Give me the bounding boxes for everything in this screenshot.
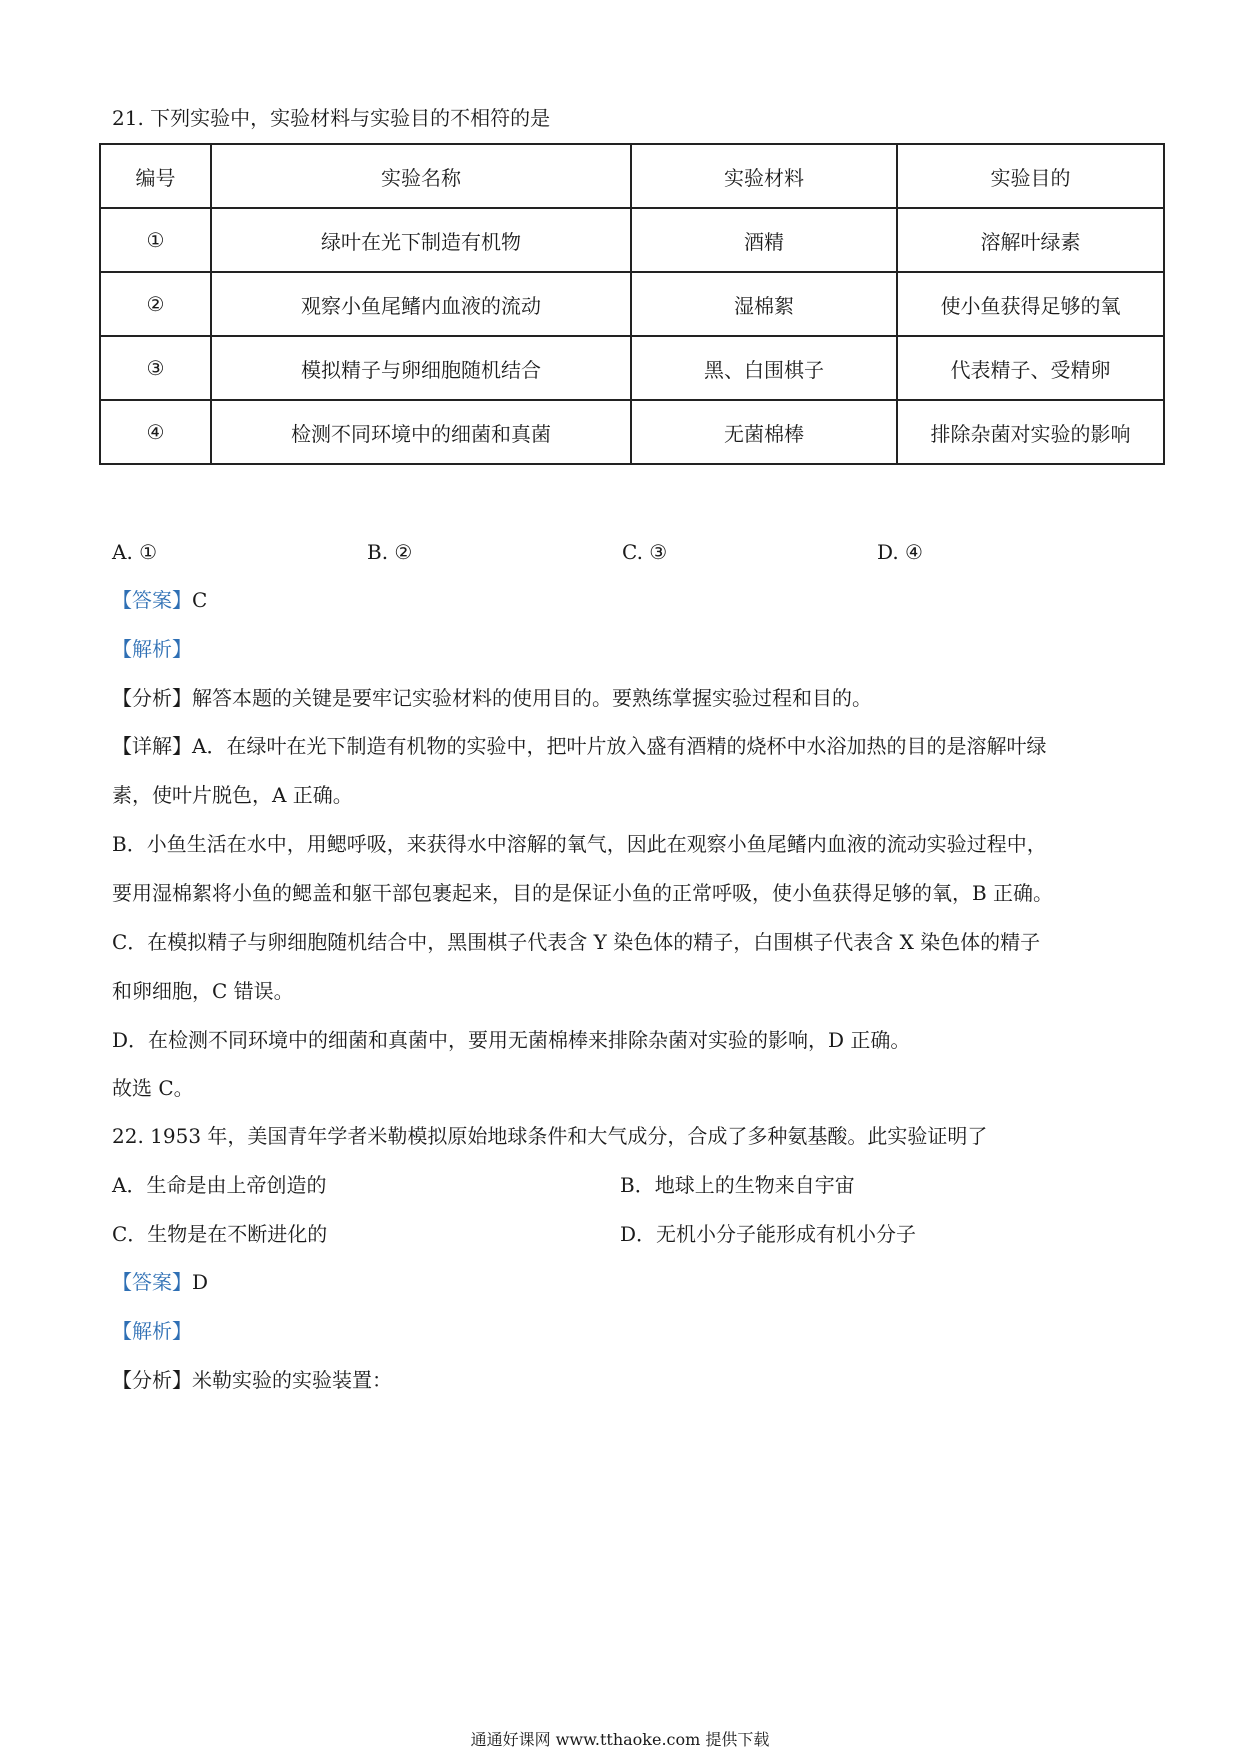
table-row [100,400,1164,464]
table-row [100,336,1164,400]
answer-tag: 【答案】 [112,1270,192,1294]
table-cell: 酒精 [631,208,897,272]
answer-value: D [192,1270,209,1294]
q22-answer [112,1268,208,1296]
q22-option-a: A．生命是由上帝创造的 [112,1173,327,1197]
table-cell: 溶解叶绿素 [897,208,1164,272]
table-cell: ③ [100,336,211,400]
header-cell: 编号 [100,144,211,208]
table-cell: 代表精子、受精卵 [897,336,1164,400]
answer-tag: 【答案】 [112,588,192,612]
table-row [100,272,1164,336]
q22-stem: 22. 1953 年，美国青年学者米勒模拟原始地球条件和大气成分，合成了多种氨基酸。此实验证明了 [112,1124,988,1148]
q21-detail-line: 故选 C。 [112,1076,194,1100]
table-cell: 湿棉絮 [631,272,897,336]
footer-watermark: 通通好课网 www.tthaoke.com 提供下载 [470,1730,770,1749]
table-cell: 观察小鱼尾鳍内血液的流动 [211,272,631,336]
answer-value: C [192,588,208,612]
q21-option-a: A. ① [112,540,158,564]
table-cell: 无菌棉棒 [631,400,897,464]
q21-fenxi: 【分析】解答本题的关键是要牢记实验材料的使用目的。要熟练掌握实验过程和目的。 [112,686,872,710]
q21-option-c: C. ③ [622,540,668,564]
table-cell: ② [100,272,211,336]
q21-detail-line: 【详解】A．在绿叶在光下制造有机物的实验中，把叶片放入盛有酒精的烧杯中水浴加热的目的是溶解叶绿 [112,734,1047,758]
table-row [100,208,1164,272]
table-cell: 模拟精子与卵细胞随机结合 [211,336,631,400]
q21-detail-line: D．在检测不同环境中的细菌和真菌中，要用无菌棉棒来排除杂菌对实验的影响，D 正确。 [112,1028,911,1052]
header-cell: 实验目的 [897,144,1164,208]
q22-option-b: B．地球上的生物来自宇宙 [620,1173,855,1197]
q21-detail-line: 和卵细胞，C 错误。 [112,979,294,1003]
q21-stem: 21. 下列实验中，实验材料与实验目的不相符的是 [112,106,551,130]
q22-fenxi: 【分析】米勒实验的实验装置： [112,1368,392,1392]
table-cell: 绿叶在光下制造有机物 [211,208,631,272]
q21-detail-line: 素，使叶片脱色，A 正确。 [112,783,353,807]
table-cell: 黑、白围棋子 [631,336,897,400]
q21-option-b: B. ② [367,540,413,564]
table-cell: ① [100,208,211,272]
table-header-row [100,144,1164,208]
q22-option-d: D．无机小分子能形成有机小分子 [620,1222,917,1246]
table-cell: 检测不同环境中的细菌和真菌 [211,400,631,464]
table-cell: ④ [100,400,211,464]
header-cell: 实验材料 [631,144,897,208]
q22-analysis-tag: 【解析】 [112,1319,192,1343]
table-cell: 排除杂菌对实验的影响 [897,400,1164,464]
q21-answer [112,586,207,614]
q21-detail-line: 要用湿棉絮将小鱼的鳃盖和躯干部包裹起来，目的是保证小鱼的正常呼吸，使小鱼获得足够的氧，B 正确。 [112,881,1054,905]
experiment-table [99,143,1165,465]
q21-detail-line: C．在模拟精子与卵细胞随机结合中，黑围棋子代表含 Y 染色体的精子，白围棋子代表含 X 染色体的精子 [112,930,1041,954]
q21-detail-line: B．小鱼生活在水中，用鳃呼吸，来获得水中溶解的氧气，因此在观察小鱼尾鳍内血液的流动实验过程中， [112,832,1047,856]
header-cell: 实验名称 [211,144,631,208]
q22-option-c: C．生物是在不断进化的 [112,1222,328,1246]
q21-option-d: D. ④ [877,540,923,564]
q21-analysis-tag: 【解析】 [112,637,192,661]
table-cell: 使小鱼获得足够的氧 [897,272,1164,336]
